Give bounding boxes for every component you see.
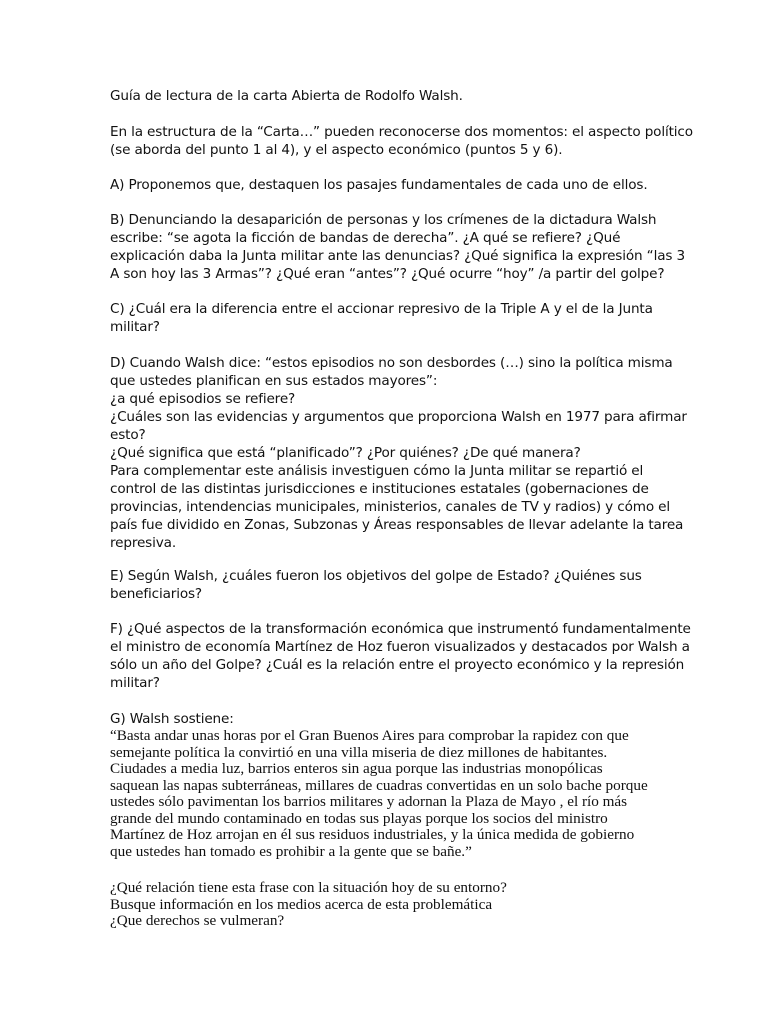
- paragraph-line: represiva.: [110, 535, 176, 551]
- paragraph-line: país fue dividido en Zonas, Subzonas y Áreas responsables de llevar adelante la tarea: [110, 517, 684, 533]
- paragraph-line: esto?: [110, 427, 146, 443]
- quote-line: ustedes sólo pavimentan los barrios militares y adornan la Plaza de Mayo , el río más: [110, 793, 628, 810]
- paragraph-line: D) Cuando Walsh dice: “estos episodios no son desbordes (…) sino la política misma: [110, 355, 673, 371]
- title-text: Guía de lectura de la carta Abierta de Rodolfo Walsh.: [110, 88, 463, 104]
- paragraph-line: militar?: [110, 319, 160, 335]
- quote-line: saquean las napas subterráneas, millares de cuadras convertidas en un solo bache porque: [110, 776, 648, 794]
- paragraph-line: sólo un año del Golpe? ¿Cuál es la relación entre el proyecto económico y la represión: [110, 657, 685, 673]
- question-line: ¿Que derechos se vulmeran?: [110, 912, 285, 929]
- paragraph-line: Para complementar este análisis investiguen cómo la Junta militar se repartió el: [110, 463, 644, 479]
- section-c: [110, 300, 655, 336]
- paragraph-line: ¿Cuáles son las evidencias y argumentos que proporciona Walsh en 1977 para afirmar: [110, 409, 687, 425]
- paragraph-line: escribe: “se agota la ficción de bandas de derecha”. ¿A qué se refiere? ¿Qué: [110, 230, 621, 246]
- paragraph-line: A son hoy las 3 Armas”? ¿Qué eran “antes”? ¿Qué ocurre “hoy” /a partir del golpe?: [110, 266, 665, 282]
- paragraph-line: E) Según Walsh, ¿cuáles fueron los objetivos del golpe de Estado? ¿Quiénes sus: [110, 568, 642, 584]
- paragraph-line: explicación daba la Junta militar ante las denuncias? ¿Qué significa la expresión “las 3: [110, 248, 685, 264]
- heading-text: G) Walsh sostiene:: [110, 711, 234, 727]
- section-e: [110, 567, 655, 603]
- quote-line: grande del mundo contaminado en todas sus playas porque los socios del ministro: [110, 809, 608, 827]
- question-line: Busque información en los medios acerca de esta problemática: [110, 895, 493, 913]
- walsh-quote: [110, 728, 655, 860]
- section-f: [110, 620, 691, 692]
- quote-line: que ustedes han tomado es prohibir a la gente que se bañe.”: [110, 842, 472, 860]
- paragraph-line: provincias, intendencias municipales, ministerios, canales de TV y radios) y cómo el: [110, 499, 671, 515]
- quote-line: “Basta andar unas horas por el Gran Buenos Aires para comprobar la rapidez con que: [110, 727, 629, 744]
- intro-paragraph: [110, 123, 693, 159]
- paragraph-line: control de las distintas jurisdicciones e instituciones estatales (gobernaciones de: [110, 481, 649, 497]
- paragraph-line: el ministro de economía Martínez de Hoz fueron visualizados y destacados por Walsh a: [110, 639, 690, 655]
- section-a: [110, 176, 655, 194]
- paragraph-line: A) Proponemos que, destaquen los pasajes fundamentales de cada uno de ellos.: [110, 177, 648, 193]
- quote-line: semejante política la convirtió en una villa miseria de diez millones de habitantes.: [110, 743, 608, 761]
- paragraph-line: C) ¿Cuál era la diferencia entre el accionar represivo de la Triple A y el de la Junta: [110, 301, 653, 317]
- document-title: [110, 87, 655, 105]
- paragraph-line: ¿Qué significa que está “planificado”? ¿Por quiénes? ¿De qué manera?: [110, 445, 581, 461]
- closing-questions: [110, 880, 655, 930]
- section-g-heading: [110, 710, 655, 728]
- paragraph-line: beneficiarios?: [110, 586, 202, 602]
- paragraph-line: que ustedes planifican en sus estados mayores”:: [110, 373, 438, 389]
- paragraph-line: ¿a qué episodios se refiere?: [110, 391, 296, 407]
- paragraph-line: militar?: [110, 675, 160, 691]
- paragraph-line: B) Denunciando la desaparición de personas y los crímenes de la dictadura Walsh: [110, 212, 657, 228]
- quote-line: Ciudades a media luz, barrios enteros sin agua porque las industrias monopólicas: [110, 760, 603, 777]
- paragraph-line: (se aborda del punto 1 al 4), y el aspecto económico (puntos 5 y 6).: [110, 142, 563, 158]
- section-d: [110, 354, 687, 552]
- paragraph-line: En la estructura de la “Carta…” pueden reconocerse dos momentos: el aspecto político: [110, 124, 693, 140]
- section-b: [110, 211, 685, 283]
- quote-line: Martínez de Hoz arrojan en él sus residuos industriales, y la única medida de gobierno: [110, 826, 635, 843]
- question-line: ¿Qué relación tiene esta frase con la situación hoy de su entorno?: [110, 879, 507, 896]
- paragraph-line: F) ¿Qué aspectos de la transformación económica que instrumentó fundamentalmente: [110, 621, 691, 637]
